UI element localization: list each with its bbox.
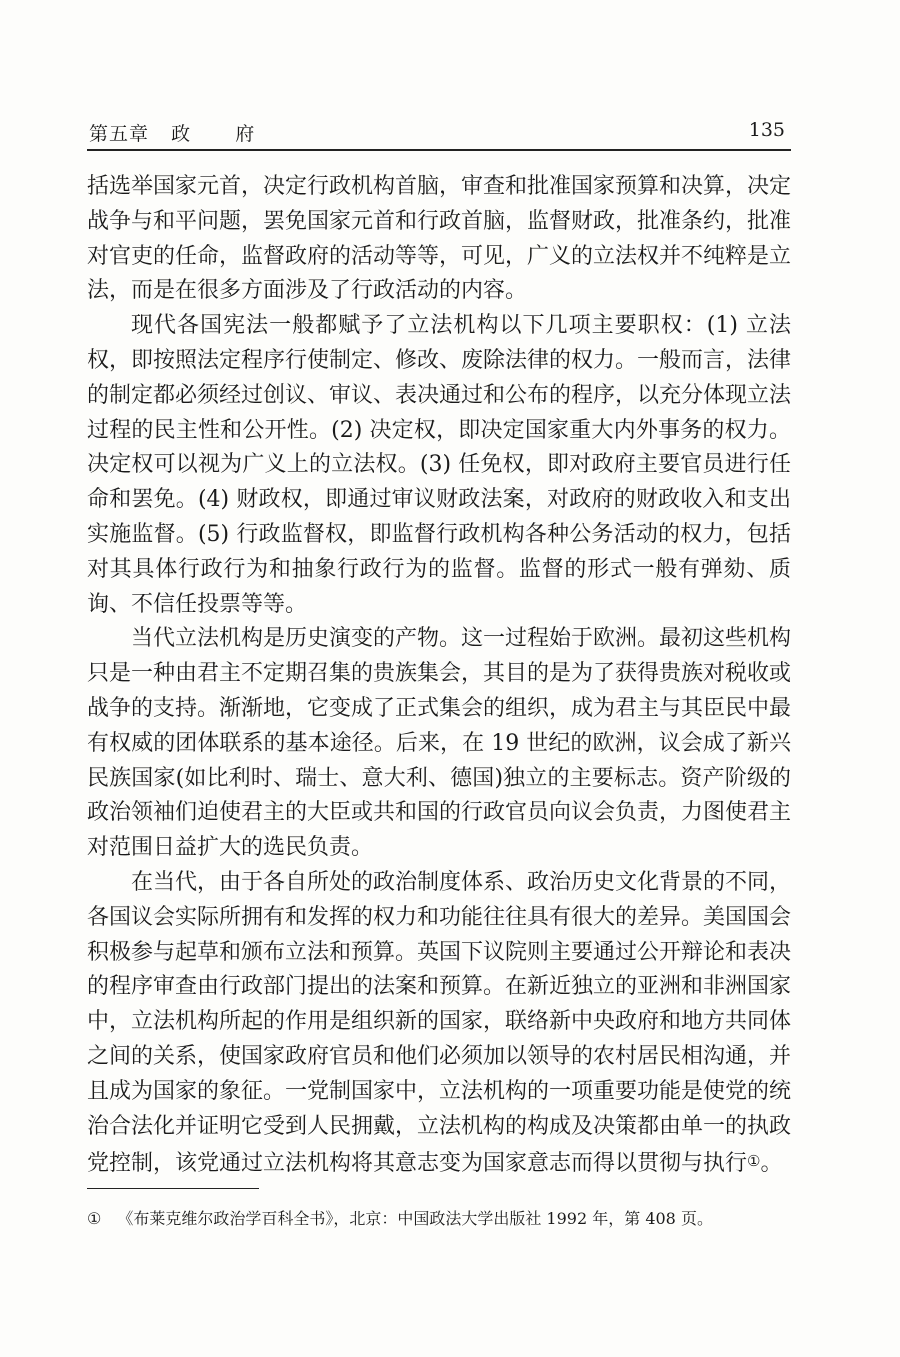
paragraph: 括选举国家元首，决定行政机构首脑，审查和批准国家预算和决算，决定战争与和平问题，罢免国家元首和行政首脑，监督财政，批准条约，批准对官吏的任命，监督政府的活动等等，可见，广义的立法权并不纯粹是立法，而是在很多方面涉及了行政活动的内容。 bbox=[87, 174, 792, 304]
footnote bbox=[87, 1208, 791, 1230]
footnote-divider bbox=[87, 1188, 259, 1189]
body-text bbox=[87, 170, 791, 1182]
paragraph: 在当代，由于各自所处的政治制度体系、政治历史文化背景的不同，各国议会实际所拥有和发挥的权力和功能往往具有很大的差异。美国国会积极参与起草和颁布立法和预算。英国下议院则主要通过公开辩论和表决的程序审查由行政部门提出的法案和预算。在新近独立的亚洲和非洲国家中，立法机构所起的作用是组织新的国家，联络新中央政府和地方共同体之间的关系，使国家政府官员和他们必须加以领导的农村居民相沟通，并且成为国家的象征。一党制国家中，立法机构的一项重要功能是使党的统治合法化并证明它受到人民拥戴，立法机构的构成及决策都由单一的执政党控制，该党通过立法机构将其意志变为国家意志而得以贯彻与执行①。 bbox=[87, 869, 792, 1177]
footnote-reference[interactable]: ① bbox=[747, 1152, 761, 1171]
paragraph: 现代各国宪法一般都赋予了立法机构以下几项主要职权：(1) 立法权，即按照法定程序行使制定、修改、废除法律的权力。一般而言，法律的制定都必须经过创议、审议、表决通过和公布的程序，以充分体现立法过程的民主性和公开性。(2) 决定权，即决定国家重大内外事务的权力。决定权可以视为广义上的立法权。(3) 任免权，即对政府主要官员进行任命和罢免。(4) 财政权，即通过审议财政法案，对政府的财政收入和支出实施监督。(5) 行政监督权，即监督行政机构各种公务活动的权力，包括对其具体行政行为和抽象行政行为的监督。监督的形式一般有弹劾、质询、不信任投票等等。 bbox=[87, 313, 792, 617]
chapter-title: 第五章 政 府 bbox=[89, 123, 256, 145]
page-number: 135 bbox=[748, 119, 785, 141]
running-header bbox=[87, 115, 791, 151]
footnote-text: 《布莱克维尔政治学百科全书》，北京：中国政法大学出版社 1992 年，第 408 页。 bbox=[117, 1209, 713, 1228]
footnote-marker: ① bbox=[87, 1209, 102, 1228]
paragraph-text: 在当代，由于各自所处的政治制度体系、政治历史文化背景的不同，各国议会实际所拥有和发挥的权力和功能往往具有很大的差异。美国国会积极参与起草和颁布立法和预算。英国下议院则主要通过公开辩论和表决的程序审查由行政部门提出的法案和预算。在新近独立的亚洲和非洲国家中，立法机构所起的作用是组织新的国家，联络新中央政府和地方共同体之间的关系，使国家政府官员和他们必须加以领导的农村居民相沟通，并且成为国家的象征。一党制国家中，立法机构的一项重要功能是使党的统治合法化并证明它受到人民拥戴，立法机构的构成及决策都由单一的执政党控制，该党通过立法机构将其意志变为国家意志而得以贯彻与执行 bbox=[87, 869, 792, 1177]
paragraph: 当代立法机构是历史演变的产物。这一过程始于欧洲。最初这些机构只是一种由君主不定期召集的贵族集会，其目的是为了获得贵族对税收或战争的支持。渐渐地，它变成了正式集会的组织，成为君主与其臣民中最有权威的团体联系的基本途径。后来，在 19 世纪的欧洲，议会成了新兴民族国家(如比利时、瑞士、意大利、德国)独立的主要标志。资产阶级的政治领袖们迫使君主的大臣或共和国的行政官员向议会负责，力图使君主对范围日益扩大的选民负责。 bbox=[87, 626, 792, 861]
